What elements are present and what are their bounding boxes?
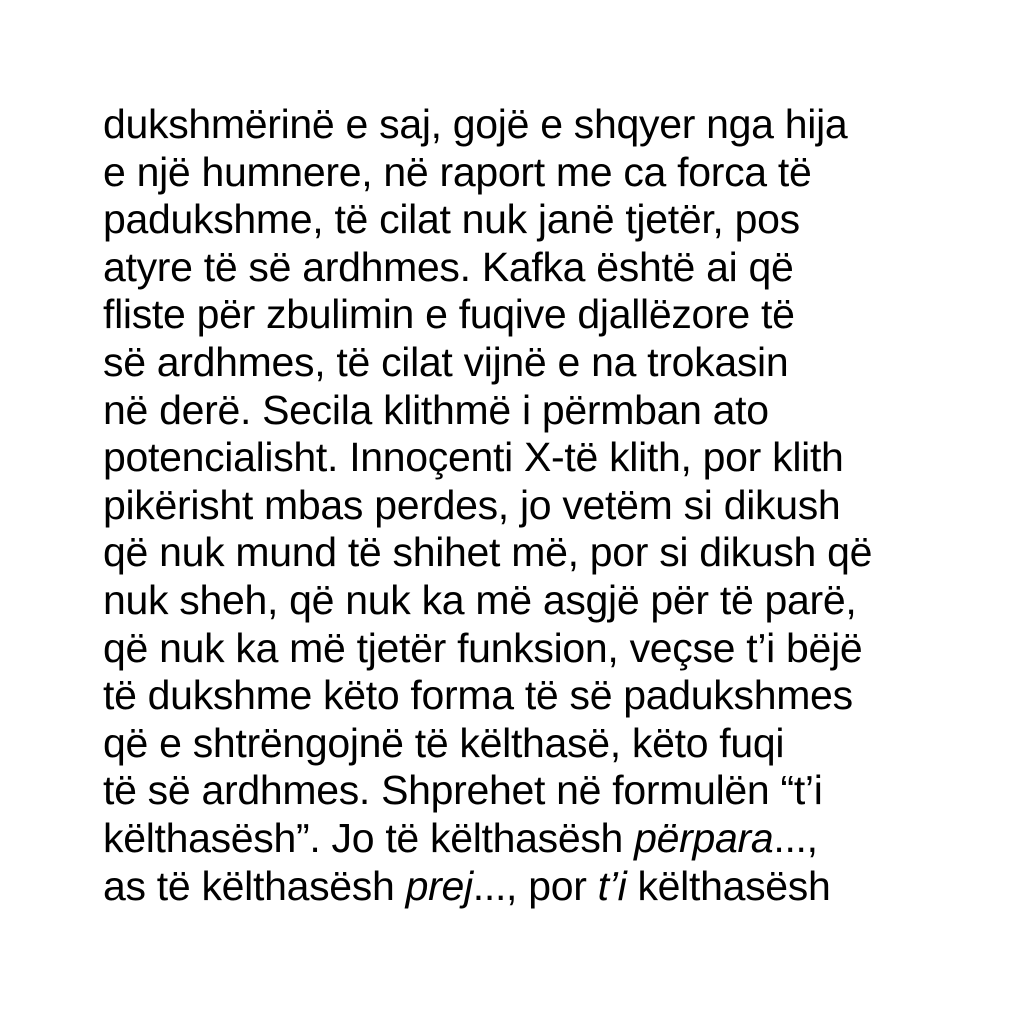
text-block xyxy=(103,101,983,910)
text-line xyxy=(103,529,983,577)
text-segment: padukshme, të cilat nuk janë tjetër, pos xyxy=(103,196,800,243)
text-segment: ..., xyxy=(773,814,818,861)
text-segment: fliste për zbulimin e fuqive djallëzore të xyxy=(103,291,795,338)
text-line xyxy=(103,720,983,768)
text-segment: nuk sheh, që nuk ka më asgjë për të parë, xyxy=(103,576,857,623)
text-line xyxy=(103,434,983,482)
text-segment: as të këlthasësh xyxy=(103,862,406,909)
text-segment: e një humnere, në raport me ca forca të xyxy=(103,148,812,195)
text-segment: këlthasësh xyxy=(626,862,831,909)
text-segment: që nuk ka më tjetër funksion, veçse t’i bëjë xyxy=(103,624,863,671)
text-line xyxy=(103,244,983,292)
text-line xyxy=(103,196,983,244)
text-line xyxy=(103,672,983,720)
text-line xyxy=(103,767,983,815)
text-segment: që e shtrëngojnë të këlthasë, këto fuqi xyxy=(103,719,785,766)
text-line xyxy=(103,625,983,673)
text-line xyxy=(103,482,983,530)
text-segment: të dukshme këto forma të së padukshmes xyxy=(103,672,853,719)
text-line xyxy=(103,339,983,387)
text-segment: në derë. Secila klithmë i përmban ato xyxy=(103,386,769,433)
text-line xyxy=(103,387,983,435)
text-segment: potencialisht. Innoçenti X-të klith, por klith xyxy=(103,434,844,481)
text-line xyxy=(103,291,983,339)
text-segment: ..., por xyxy=(472,862,598,909)
text-segment: këlthasësh”. Jo të këlthasësh xyxy=(103,814,635,861)
text-line xyxy=(103,149,983,197)
text-segment: dukshmërinë e saj, gojë e shqyer nga hija xyxy=(103,101,848,147)
text-segment: të së ardhmes. Shprehet në formulën “t’i xyxy=(103,767,823,814)
text-line xyxy=(103,101,983,149)
text-segment: atyre të së ardhmes. Kafka është ai që xyxy=(103,243,794,290)
text-segment: që nuk mund të shihet më, por si dikush që xyxy=(103,529,873,576)
text-segment: së ardhmes, të cilat vijnë e na trokasin xyxy=(103,338,789,385)
text-segment: pikërisht mbas perdes, jo vetëm si dikush xyxy=(103,481,841,528)
text-line xyxy=(103,577,983,625)
text-segment: t’i xyxy=(597,862,627,909)
text-segment: përpara xyxy=(634,814,774,861)
text-line xyxy=(103,815,983,863)
text-segment: prej xyxy=(405,862,473,909)
text-line xyxy=(103,863,983,911)
